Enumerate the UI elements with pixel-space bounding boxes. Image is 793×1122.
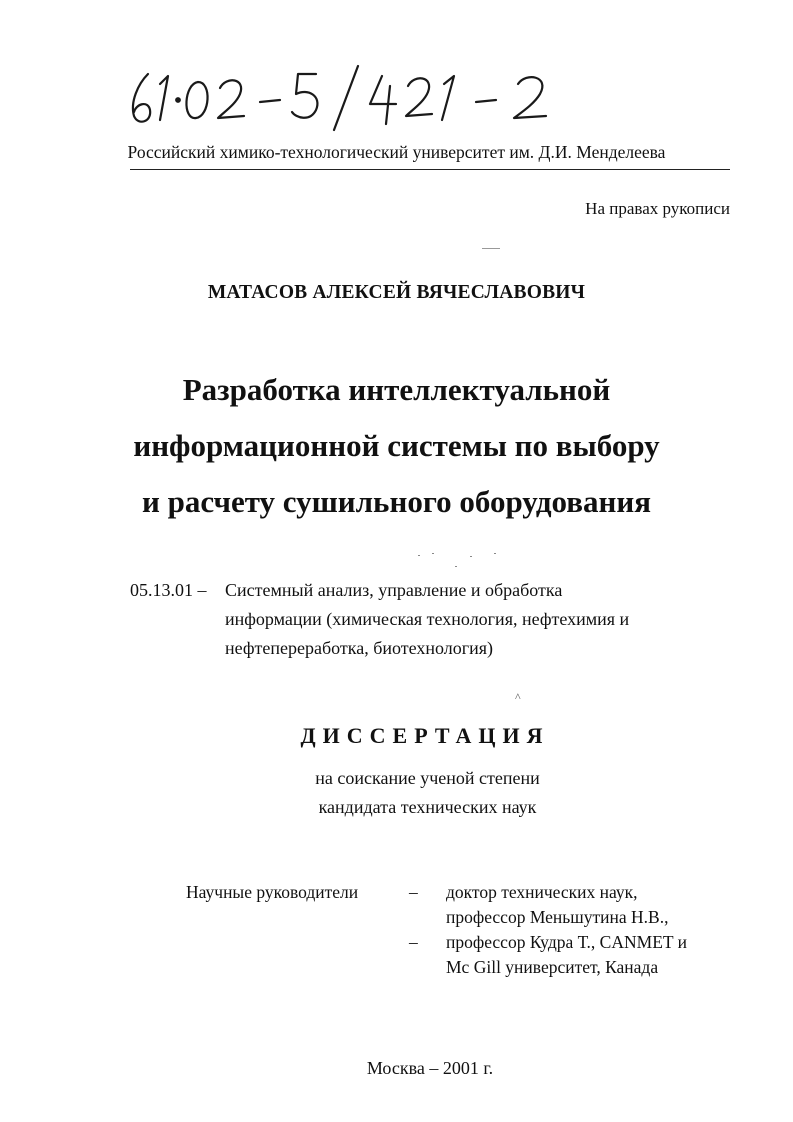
scan-caret-mark: ^	[515, 690, 521, 704]
city-year: Москва – 2001 г.	[366, 1058, 494, 1078]
supervisors-list	[446, 880, 736, 980]
title-line: информационной системы по выбору	[133, 428, 660, 463]
supervisor-dash: –	[409, 932, 418, 952]
specialty-line: информации (химическая технология, нефтехимия и	[225, 609, 630, 629]
header-divider	[130, 169, 730, 170]
dissertation-title	[0, 362, 793, 530]
rights-note: На правах рукописи	[585, 199, 730, 218]
degree-block	[0, 764, 793, 822]
specialty-line: Системный анализ, управление и обработка	[225, 580, 563, 600]
specialty-code: 05.13.01 –	[130, 580, 207, 600]
university-name: Российский химико-технологический университет им. Д.И. Менделеева	[127, 142, 666, 162]
supervisor-line: Mc Gill университет, Канада	[446, 957, 659, 977]
supervisor-dash: –	[409, 882, 418, 902]
handwritten-archive-code	[120, 62, 580, 132]
specialty-description	[225, 576, 725, 663]
scan-mark	[482, 248, 500, 249]
title-line: Разработка интеллектуальной	[182, 372, 611, 407]
supervisor-line: профессор Меньшутина Н.В.,	[446, 907, 669, 927]
supervisor-line: профессор Кудра Т., CANMET и	[446, 932, 687, 952]
scan-speck	[432, 553, 434, 554]
document-type: ДИССЕРТАЦИЯ	[300, 723, 550, 748]
author-name: МАТАСОВ АЛЕКСЕЙ ВЯЧЕСЛАВОВИЧ	[207, 282, 586, 303]
degree-line: на соискание ученой степени	[315, 768, 540, 788]
scan-speck	[455, 566, 457, 567]
degree-line: кандидата технических наук	[318, 797, 537, 817]
supervisors-label: Научные руководители	[186, 882, 359, 902]
supervisor-line: доктор технических наук,	[446, 882, 638, 902]
specialty-line: нефтепереработка, биотехнология)	[225, 638, 494, 658]
scan-speck	[494, 553, 496, 554]
title-line: и расчету сушильного оборудования	[141, 484, 651, 519]
scan-speck	[470, 556, 472, 557]
scan-speck	[418, 555, 420, 556]
